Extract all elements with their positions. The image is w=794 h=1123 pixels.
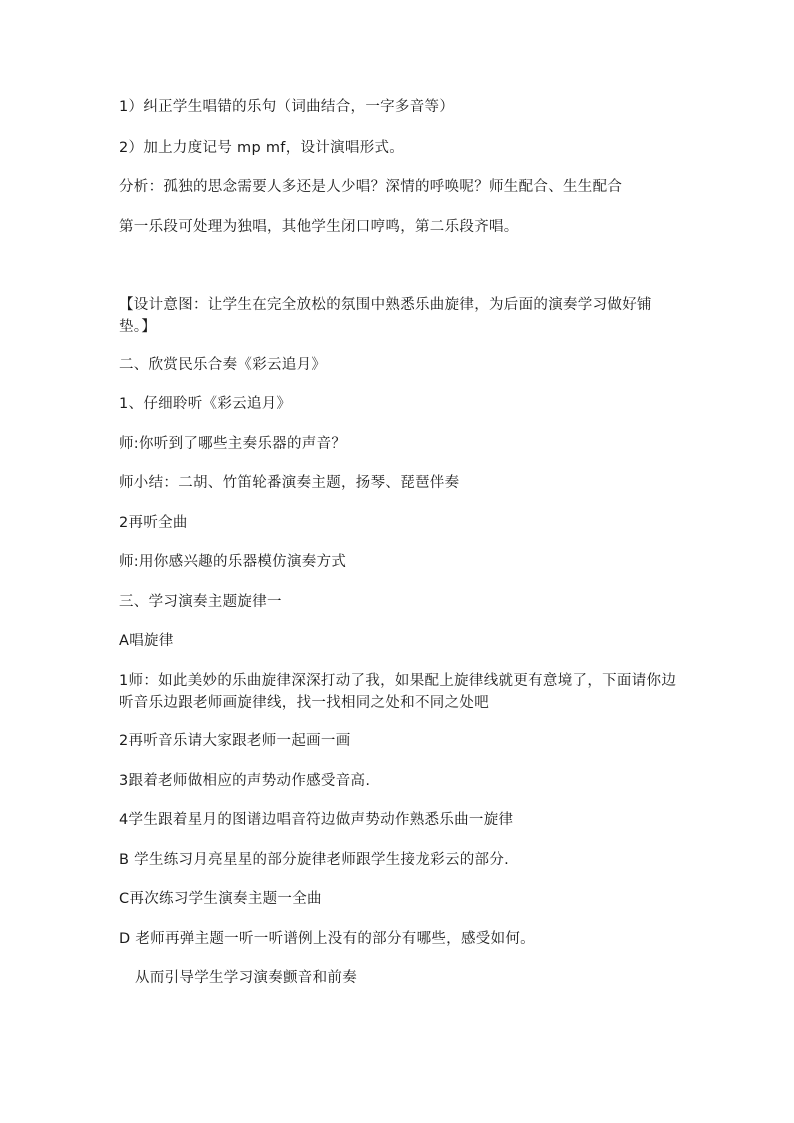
heading-learn-theme: 三、学习演奏主题旋律一 [119, 594, 282, 610]
paragraph-teacher-summary: 师小结：二胡、竹笛轮番演奏主题，扬琴、琵琶伴奏 [119, 475, 460, 491]
paragraph-section-one-solo: 第一乐段可处理为独唱，其他学生闭口哼鸣，第二乐段齐唱。 [119, 219, 519, 235]
paragraph-dynamics: 2）加上力度记号 mp mf，设计演唱形式。 [119, 140, 405, 156]
paragraph-imitate-instrument: 师:用你感兴趣的乐器模仿演奏方式 [119, 554, 347, 570]
paragraph-practice-full-theme: C再次练习学生演奏主题一全曲 [119, 891, 322, 907]
paragraph-melody-line: 1师：如此美妙的乐曲旋律深深打动了我，如果配上旋律线就更有意境了，下面请你边听音乐边跟老师画旋律线，找一找相同之处和不同之处吧 [119, 673, 677, 711]
paragraph-star-moon-chart: 4学生跟着星月的图谱边唱音符边做声势动作熟悉乐曲一旋律 [119, 812, 514, 828]
paragraph-listen-again: 2再听全曲 [119, 515, 188, 531]
paragraph-correct-errors: 1）纠正学生唱错的乐句（词曲结合，一字多音等） [119, 99, 455, 115]
paragraph-trill-and-prelude: 从而引导学生学习演奏颤音和前奏 [135, 970, 357, 986]
paragraph-sing-melody: A唱旋律 [119, 633, 174, 649]
paragraph-design-intent: 【设计意图：让学生在完全放松的氛围中熟悉乐曲旋律，为后面的演奏学习做好铺垫。】 [119, 297, 652, 335]
paragraph-draw-together: 2再听音乐请大家跟老师一起画一画 [119, 733, 351, 749]
paragraph-teacher-plays: D 老师再弹主题一听一听谱例上没有的部分有哪些，感受如何。 [119, 931, 535, 947]
heading-appreciation: 二、欣赏民乐合奏《彩云追月》 [119, 357, 327, 373]
paragraph-practice-moon-stars: B 学生练习月亮星星的部分旋律老师跟学生接龙彩云的部分. [119, 852, 510, 868]
paragraph-teacher-question: 师:你听到了哪些主奏乐器的声音？ [119, 436, 347, 452]
paragraph-listen-carefully: 1、仔细聆听《彩云追月》 [119, 396, 292, 412]
paragraph-analysis: 分析：孤独的思念需要人多还是人少唱？深情的呼唤呢？师生配合、生生配合 [119, 179, 623, 195]
paragraph-pitch-gestures: 3跟着老师做相应的声势动作感受音高. [119, 773, 371, 789]
